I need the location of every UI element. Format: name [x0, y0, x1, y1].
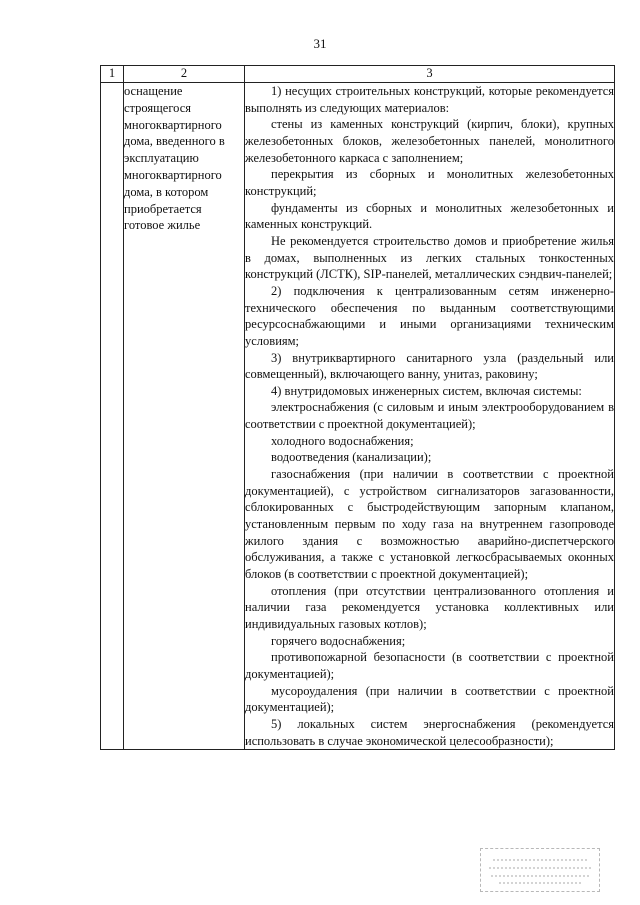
requirement-paragraph: перекрытия из сборных и монолитных железобетонных конструкций; [245, 167, 614, 198]
requirement-paragraph: 4) внутридомовых инженерных систем, включая системы: [271, 383, 582, 398]
table-header-row [101, 66, 615, 83]
cell-requirements [245, 83, 615, 750]
requirement-paragraph: электроснабжения (с силовым и иным электрооборудованием в соответствии с проектной документацией); [245, 400, 614, 432]
requirement-paragraph: 2) подключения к централизованным сетям инженерно-технического обеспечения по выданным соответствующими ресурсоснабжающими и иными организациями техническим условиям; [245, 283, 614, 348]
table-row [101, 83, 615, 750]
requirement-paragraph: противопожарной безопасности (в соответствии с проектной документацией); [245, 650, 614, 681]
requirement-paragraph: отопления (при отсутствии централизованного отопления и наличии газа рекомендуется установка коллективных или индивидуальных газовых котлов); [245, 583, 614, 631]
column-header-1: 1 [101, 66, 124, 83]
cell-number [101, 83, 124, 750]
document-stamp-icon [480, 848, 600, 892]
cell-subject: оснащение строящегося многоквартирного дома, введенного в эксплуатацию многоквартирного дома, в котором приобретается готовое жилье [124, 83, 245, 750]
requirement-paragraph: стены из каменных конструкций (кирпич, блоки), крупных железобетонных блоков, железобетонных панелей, монолитного железобетонного каркаса с заполнением; [245, 117, 614, 165]
requirement-paragraph: 1) несущих строительных конструкций, которые рекомендуется выполнять из следующих материалов: [245, 84, 614, 115]
requirement-paragraph: водоотведения (канализации); [271, 450, 432, 465]
requirement-paragraph: газоснабжения (при наличии в соответствии с проектной документацией), с устройством сигнализаторов загазованности, сблокированных с быстродействующим запорным клапаном, установленным первым по ходу газа на внутреннем газопроводе жилого здания с возможностью аварийно-диспетчерского обслуживания, а также с установкой легкосбрасываемых оконных блоков (в соответствии с проектной документацией); [245, 467, 614, 582]
requirement-paragraph: холодного водоснабжения; [271, 433, 414, 448]
requirement-paragraph: 3) внутриквартирного санитарного узла (раздельный или совмещенный), включающего ванну, унитаз, раковину; [245, 350, 614, 382]
page-number: 31 [313, 36, 327, 51]
column-header-2: 2 [124, 66, 245, 83]
requirement-paragraph: Не рекомендуется строительство домов и приобретение жилья в домах, выполненных из легких стальных тонкостенных конструкций (ЛСТК), SIP-панелей, металлических сэндвич-панелей; [245, 233, 614, 282]
requirements-table [100, 65, 615, 750]
stamp-lines [487, 853, 593, 887]
column-header-3: 3 [245, 66, 615, 83]
requirement-paragraph: горячего водоснабжения; [271, 633, 406, 648]
requirement-paragraph: мусороудаления (при наличии в соответствии с проектной документацией); [245, 683, 614, 715]
requirement-paragraph: 5) локальных систем энергоснабжения (рекомендуется использовать в случае экономической целесообразности); [245, 716, 614, 748]
requirement-paragraph: фундаменты из сборных и монолитных железобетонных и каменных конструкций. [245, 200, 614, 232]
